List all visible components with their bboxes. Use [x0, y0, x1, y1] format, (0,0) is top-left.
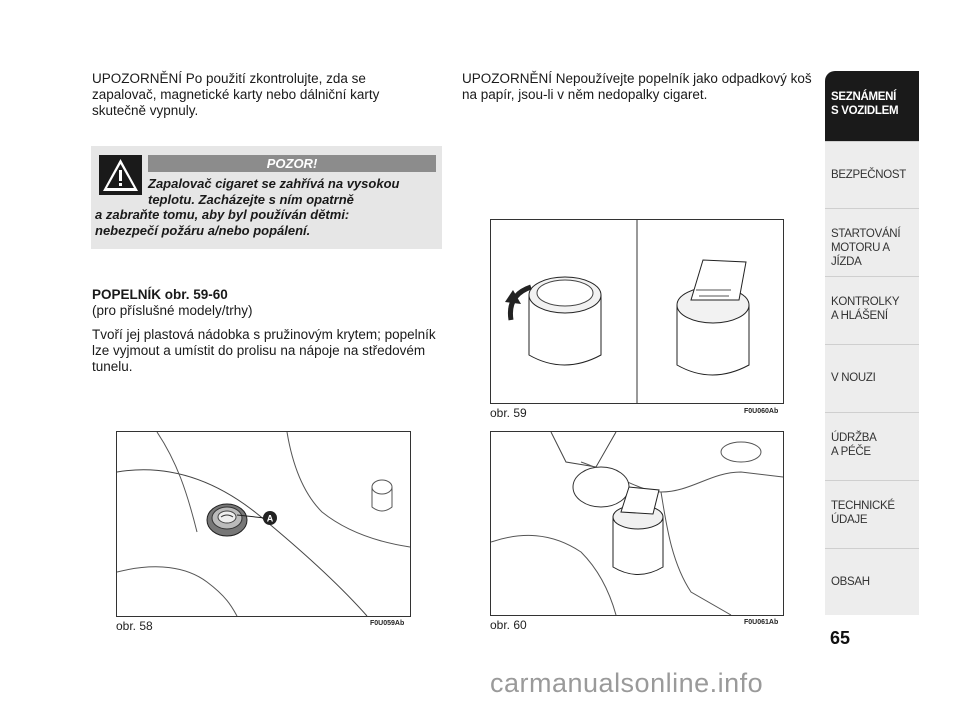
figure-59-label: obr. 59 — [490, 406, 527, 420]
section-body: Tvoří jej plastová nádobka s pružinovým krytem; popelník lze vyjmout a umístit do prolisu na nápoje na středovém tunelu. — [92, 327, 436, 374]
tab-label-line: BEZPEČNOST — [831, 169, 906, 181]
tab-label — [831, 371, 876, 385]
tab-label — [831, 168, 906, 182]
watermark: carmanualsonline.info — [490, 668, 764, 698]
ashtray-in-cupholder-illustration — [491, 432, 783, 615]
tab-label — [831, 295, 899, 323]
figure-60-label: obr. 60 — [490, 618, 527, 632]
tab-label-line: STARTOVÁNÍ — [831, 228, 901, 240]
figure-60-image — [490, 431, 784, 616]
figure-60-code: F0U061Ab — [744, 619, 779, 626]
tab-label-line: A PÉČE — [831, 446, 871, 458]
tab-label — [831, 227, 919, 269]
tab-label-line: MOTORU A JÍZDA — [831, 242, 890, 268]
tab-label-line: A HLÁŠENÍ — [831, 310, 888, 322]
tab-label-line: ÚDAJE — [831, 514, 868, 526]
figure-58-code: F0U059Ab — [370, 620, 405, 627]
tab-label-line: V NOUZI — [831, 372, 876, 384]
section-heading: POPELNÍK obr. 59-60 — [92, 287, 228, 302]
tab-label-line: TECHNICKÉ — [831, 500, 895, 512]
warning-line-2: teplotu. Zacházejte s ním opatrně — [148, 191, 354, 207]
tab-label — [831, 90, 898, 118]
ashtray-section — [92, 287, 442, 375]
tab-obsah[interactable] — [825, 548, 919, 615]
figure-59-code: F0U060Ab — [744, 408, 779, 415]
tab-label-line: KONTROLKY — [831, 296, 900, 308]
warning-line-4: nebezpečí požáru a/nebo popálení. — [95, 222, 311, 238]
warning-title: POZOR! — [148, 155, 436, 172]
tab-v-nouzi[interactable] — [825, 344, 919, 412]
tab-startovani[interactable] — [825, 208, 919, 276]
warning-text — [95, 176, 435, 238]
tab-udrzba[interactable] — [825, 412, 919, 480]
note-right: UPOZORNĚNÍ Nepoužívejte popelník jako odpadkový koš na papír, jsou-li v něm nedopalky cigaret. — [462, 71, 812, 102]
tab-technicke-udaje[interactable] — [825, 480, 919, 548]
tab-label-line: SEZNÁMENÍ — [831, 91, 897, 103]
tab-bezpecnost[interactable] — [825, 141, 919, 208]
callout-a: A — [266, 513, 274, 524]
tab-label — [831, 431, 876, 459]
tab-label — [831, 575, 870, 589]
tab-label-line: ÚDRŽBA — [831, 432, 877, 444]
tab-kontrolky[interactable] — [825, 276, 919, 344]
tab-label-line: S VOZIDLEM — [831, 105, 899, 117]
note-left: UPOZORNĚNÍ Po použití zkontrolujte, zda se zapalovač, magnetické karty nebo dálniční karty skutečně vypnuly. — [92, 71, 380, 118]
cigarette-lighter-illustration — [117, 432, 410, 616]
figure-59-image — [490, 219, 784, 404]
warning-box — [91, 146, 442, 249]
figure-58-label: obr. 58 — [116, 619, 153, 633]
section-subheading: (pro příslušné modely/trhy) — [92, 303, 253, 318]
warning-line-3: a zabraňte tomu, aby byl používán dětmi: — [95, 207, 350, 222]
tab-label — [831, 499, 895, 527]
page-number: 65 — [830, 628, 851, 648]
ashtray-illustration — [491, 220, 783, 403]
tab-seznameni-s-vozidlem[interactable] — [825, 71, 919, 141]
tab-label-line: OBSAH — [831, 576, 870, 588]
figure-58-image — [116, 431, 411, 617]
warning-line-1: Zapalovač cigaret se zahřívá na vysokou — [148, 176, 400, 191]
